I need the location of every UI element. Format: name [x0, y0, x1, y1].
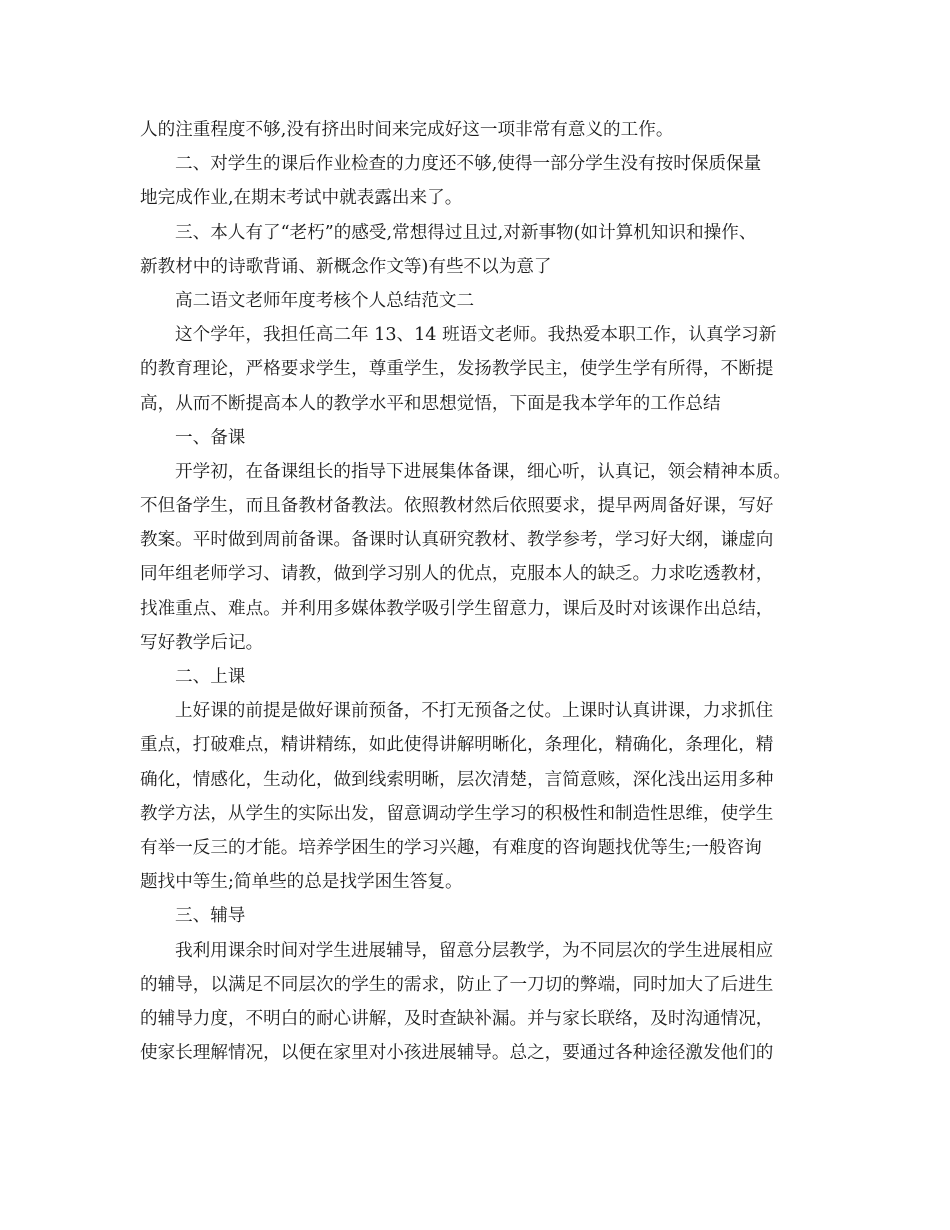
section-heading: 高二语文老师年度考核个人总结范文二	[175, 290, 475, 311]
text-line: 题找中等生;简单些的总是找学困生答复。	[140, 872, 463, 893]
text-line: 同年组老师学习、请教，做到学习别人的优点，克服本人的缺乏。力求吃透教材，	[140, 564, 774, 585]
text-line: 开学初，在备课组长的指导下进展集体备课，细心听，认真记，领会精神本质。	[175, 461, 791, 482]
text-line: 三、本人有了“老朽”的感受,常想得过且过,对新事物(如计算机知识和操作、	[175, 222, 757, 243]
text-line: 不但备学生，而且备教材备教法。依照教材然后依照要求，提早两周备好课，写好	[140, 496, 774, 517]
text-line: 上好课的前提是做好课前预备，不打无预备之仗。上课时认真讲课，力求抓住	[175, 701, 774, 722]
subsection-heading: 一、备课	[175, 427, 246, 448]
text-line: 找准重点、难点。并利用多媒体教学吸引学生留意力，课后及时对该课作出总结，	[140, 598, 774, 619]
text-line: 使家长理解情况，以便在家里对小孩进展辅导。总之，要通过各种途径激发他们的	[140, 1043, 774, 1064]
text-line: 高，从而不断提高本人的教学水平和思想觉悟，下面是我本学年的工作总结	[140, 393, 721, 414]
text-line: 写好教学后记。	[140, 632, 264, 653]
text-line: 地完成作业,在期末考试中就表露出来了。	[140, 188, 463, 209]
text-line: 的教育理论，严格要求学生，尊重学生，发扬教学民主，使学生学有所得，不断提	[140, 359, 774, 380]
text-line: 有举一反三的才能。培养学困生的学习兴趣，有难度的咨询题找优等生;一般咨询	[140, 837, 762, 858]
text-line: 教案。平时做到周前备课。备课时认真研究教材、教学参考，学习好大纲，谦虚向	[140, 530, 774, 551]
text-line: 教学方法，从学生的实际出发，留意调动学生学习的积极性和制造性思维，使学生	[140, 803, 774, 824]
text-line: 二、对学生的课后作业检查的力度还不够,使得一部分学生没有按时保质保量	[175, 154, 762, 175]
text-line: 人的注重程度不够,没有挤出时间来完成好这一项非常有意义的工作。	[140, 120, 674, 140]
text-line: 的辅导力度，不明白的耐心讲解，及时查缺补漏。并与家长联络，及时沟通情况，	[140, 1008, 774, 1029]
text-line: 的辅导，以满足不同层次的学生的需求，防止了一刀切的弊端，同时加大了后进生	[140, 974, 774, 995]
text-line: 我利用课余时间对学生进展辅导，留意分层教学，为不同层次的学生进展相应	[175, 940, 774, 961]
text-line: 这个学年，我担任高二年 13、14 班语文老师。我热爱本职工作，认真学习新	[175, 325, 777, 346]
text-line: 确化，情感化，生动化，做到线索明晰，层次清楚，言简意赅，深化浅出运用多种	[140, 769, 774, 790]
subsection-heading: 三、辅导	[175, 906, 246, 927]
text-line: 重点，打破难点，精讲精练，如此使得讲解明晰化，条理化，精确化，条理化，精	[140, 735, 774, 756]
document-body	[140, 113, 830, 1070]
text-line: 新教材中的诗歌背诵、新概念作文等)有些不以为意了	[140, 256, 552, 277]
subsection-heading: 二、上课	[175, 667, 246, 687]
